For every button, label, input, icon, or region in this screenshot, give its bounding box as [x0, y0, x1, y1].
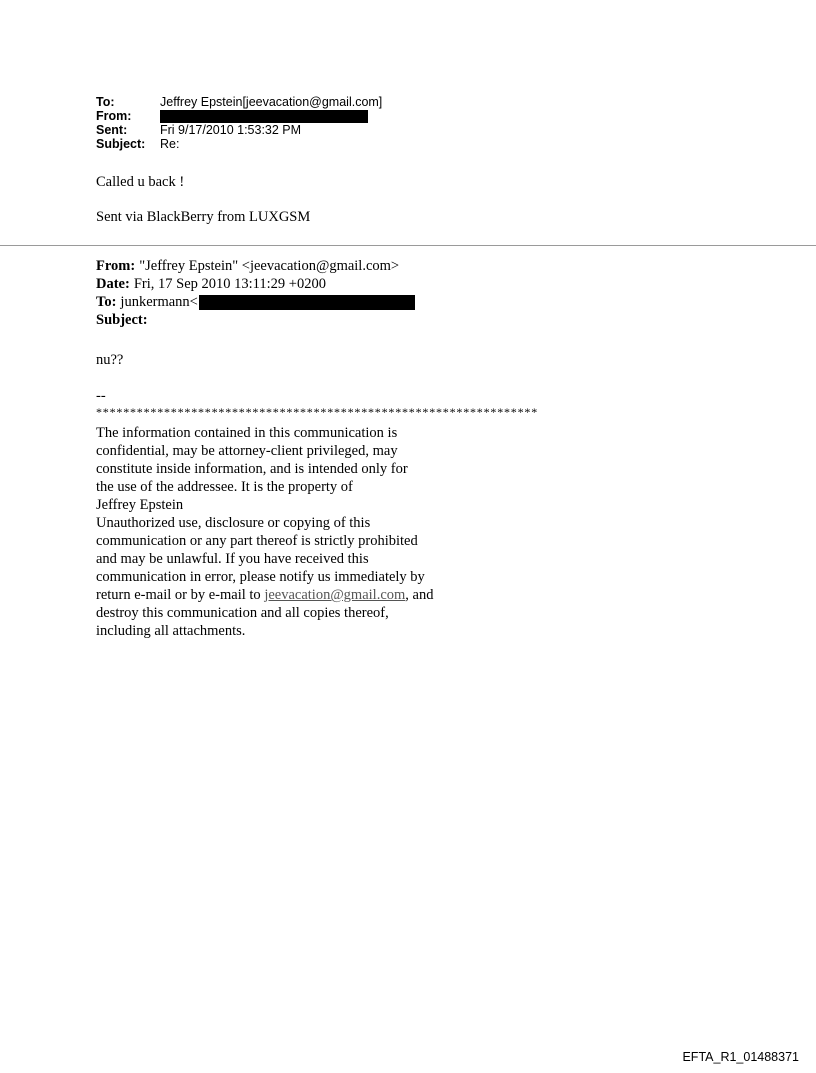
header-to-row [96, 95, 382, 109]
forwarded-date-value: Fri, 17 Sep 2010 13:11:29 +0200 [133, 276, 326, 292]
disclaimer-line: Jeffrey Epstein [96, 497, 184, 513]
confidentiality-disclaimer [96, 424, 516, 640]
disclaimer-line: constitute inside information, and is intended only for [96, 461, 408, 477]
email-link[interactable]: jeevacation@gmail.com [264, 587, 406, 603]
disclaimer-line: communication or any part thereof is strictly prohibited [96, 533, 418, 549]
forwarded-subject-row [96, 311, 415, 329]
forwarded-header [96, 257, 415, 329]
to-label: To: [96, 95, 115, 109]
signature-dash: -- [96, 388, 106, 404]
sent-label: Sent: [96, 123, 128, 137]
disclaimer-line: confidential, may be attorney-client privileged, may [96, 443, 398, 459]
forwarded-to-label: To: [96, 294, 117, 310]
email-header [96, 95, 382, 151]
disclaimer-line [96, 586, 516, 604]
header-sent-row [96, 123, 382, 137]
disclaimer-line: communication in error, please notify us immediately by [96, 569, 425, 585]
forwarded-from-label: From: [96, 258, 136, 274]
disclaimer-line: destroy this communication and all copies thereof, [96, 605, 389, 621]
to-value: Jeffrey Epstein[jeevacation@gmail.com] [160, 95, 383, 109]
disclaimer-text: return e-mail or by e-mail to [96, 587, 265, 603]
forwarded-to-row [96, 293, 415, 311]
header-from-row [96, 109, 382, 123]
forwarded-from-row [96, 257, 415, 275]
signature-stars: ***************************************************************** [96, 405, 538, 419]
redaction-bar [160, 110, 368, 123]
forwarded-to-value: junkermann< [120, 294, 198, 310]
forwarded-subject-label: Subject: [96, 312, 148, 328]
sent-value: Fri 9/17/2010 1:53:32 PM [160, 123, 302, 137]
message-divider [0, 245, 816, 246]
header-subject-row [96, 137, 382, 151]
from-label: From: [96, 109, 132, 123]
disclaimer-line: Unauthorized use, disclosure or copying of this [96, 515, 371, 531]
reply-body: Called u back ! [96, 174, 185, 190]
reply-signature: Sent via BlackBerry from LUXGSM [96, 209, 311, 225]
disclaimer-line: including all attachments. [96, 623, 246, 639]
disclaimer-line: the use of the addressee. It is the property of [96, 479, 353, 495]
subject-label: Subject: [96, 137, 146, 151]
subject-value: Re: [160, 137, 180, 151]
forwarded-from-value: "Jeffrey Epstein" <jeevacation@gmail.com> [139, 258, 400, 274]
disclaimer-text: , and [405, 587, 434, 603]
disclaimer-line: and may be unlawful. If you have received this [96, 551, 369, 567]
document-id: EFTA_R1_01488371 [682, 1050, 799, 1064]
redaction-bar [199, 295, 415, 310]
disclaimer-line: The information contained in this communication is [96, 425, 398, 441]
forwarded-body: nu?? [96, 352, 124, 368]
forwarded-date-label: Date: [96, 276, 130, 292]
forwarded-date-row [96, 275, 415, 293]
